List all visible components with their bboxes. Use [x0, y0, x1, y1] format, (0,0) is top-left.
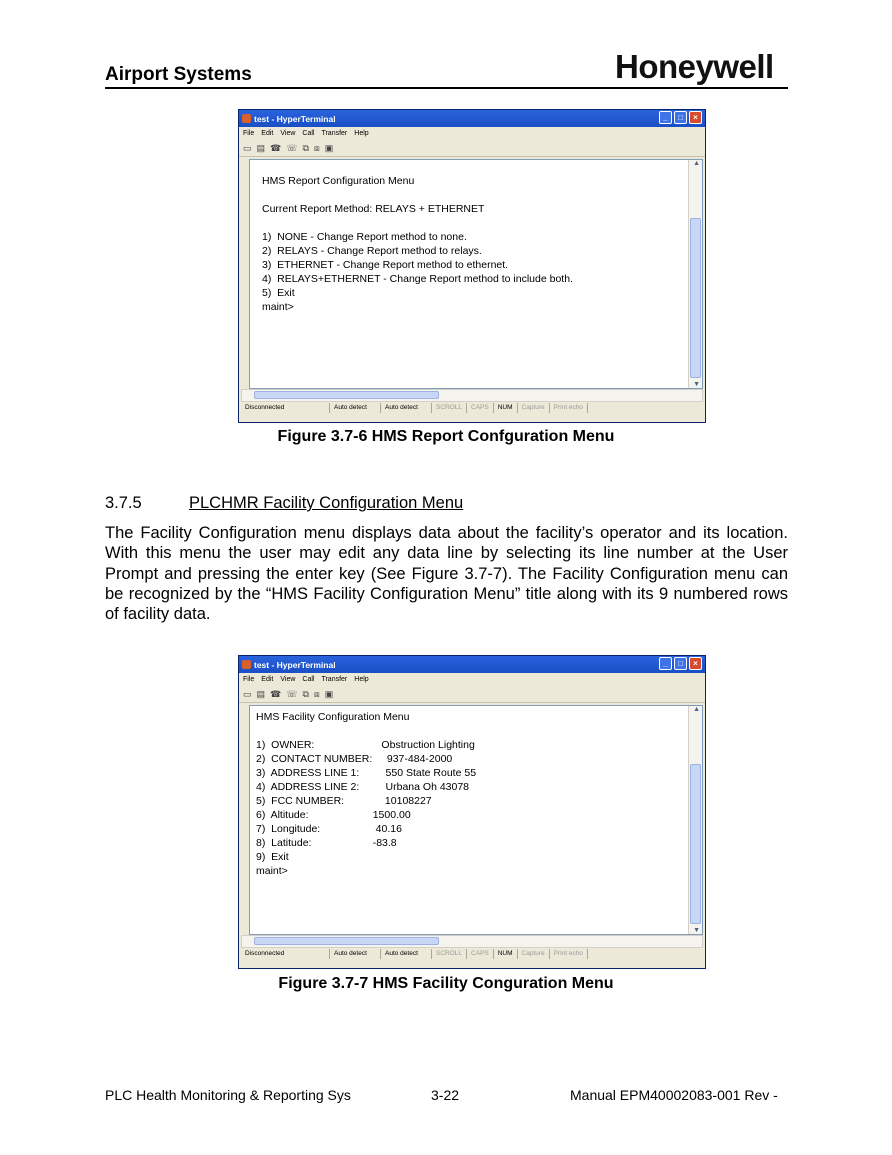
- receive-icon[interactable]: ⧈: [313, 142, 320, 153]
- status-num: NUM: [494, 403, 518, 413]
- horizontal-scrollbar[interactable]: [241, 389, 703, 402]
- footer-left: PLC Health Monitoring & Reporting Sys: [105, 1087, 351, 1103]
- status-print-echo: Print echo: [550, 403, 588, 413]
- menu-call[interactable]: Call: [302, 130, 315, 137]
- toolbar: [239, 686, 705, 703]
- vertical-scroll-thumb[interactable]: [690, 764, 701, 924]
- window-title: test - HyperTerminal: [254, 113, 336, 124]
- hyperterminal-window-1: [238, 109, 706, 423]
- vertical-scroll-thumb[interactable]: [690, 218, 701, 378]
- menu-bar: [239, 673, 705, 686]
- menu-file[interactable]: File: [243, 676, 255, 683]
- menu-file[interactable]: File: [243, 130, 255, 137]
- status-connection: Disconnected: [241, 949, 330, 959]
- vertical-scrollbar[interactable]: [688, 160, 702, 388]
- menu-bar: [239, 127, 705, 140]
- window-titlebar[interactable]: [239, 656, 705, 673]
- terminal-text: HMS Report Configuration Menu Current Report Method: RELAYS + ETHERNET 1) NONE - Change Report method to none. 2) RELAYS - Change Report method to relays. 3) ETHERNET - Change Report method to ethernet. 4) RELAYS+ETHERNET - Change Report method to include both. 5) Exit maint>: [262, 175, 573, 313]
- status-auto-detect-2: Auto detect: [381, 949, 432, 959]
- menu-view[interactable]: View: [280, 676, 296, 683]
- status-num: NUM: [494, 949, 518, 959]
- footer-page-number: 3-22: [431, 1087, 460, 1103]
- disconnect-icon[interactable]: ☏: [286, 142, 298, 153]
- minimize-button[interactable]: _: [659, 657, 672, 670]
- menu-view[interactable]: View: [280, 130, 296, 137]
- menu-transfer[interactable]: Transfer: [321, 676, 348, 683]
- new-file-icon[interactable]: ▭: [243, 142, 252, 153]
- send-icon[interactable]: ⧉: [302, 688, 309, 699]
- maximize-button[interactable]: □: [674, 111, 687, 124]
- phone-icon[interactable]: ☎: [270, 688, 282, 699]
- menu-transfer[interactable]: Transfer: [321, 130, 348, 137]
- menu-edit[interactable]: Edit: [261, 676, 274, 683]
- maximize-button[interactable]: □: [674, 657, 687, 670]
- horizontal-scroll-thumb[interactable]: [254, 937, 439, 945]
- new-file-icon[interactable]: ▭: [243, 688, 252, 699]
- window-titlebar[interactable]: [239, 110, 705, 127]
- figure-caption-1: Figure 3.7-6 HMS Report Confguration Menu: [277, 428, 615, 445]
- honeywell-logo: Honeywell: [615, 48, 774, 85]
- status-capture: Capture: [518, 403, 550, 413]
- menu-edit[interactable]: Edit: [261, 130, 274, 137]
- status-capture: Capture: [518, 949, 550, 959]
- footer-right: Manual EPM40002083-001 Rev -: [570, 1087, 778, 1103]
- status-auto-detect-2: Auto detect: [381, 403, 432, 413]
- status-bar: [239, 402, 705, 414]
- status-caps: CAPS: [467, 949, 494, 959]
- terminal-area[interactable]: [249, 705, 703, 935]
- scroll-down-icon[interactable]: ▼: [693, 381, 700, 388]
- menu-call[interactable]: Call: [302, 676, 315, 683]
- figure-caption-2: Figure 3.7-7 HMS Facility Conguration Menu: [278, 975, 614, 992]
- status-scroll: SCROLL: [432, 949, 467, 959]
- receive-icon[interactable]: ⧈: [313, 688, 320, 699]
- menu-help[interactable]: Help: [354, 130, 369, 137]
- close-button[interactable]: ×: [689, 111, 702, 124]
- close-button[interactable]: ×: [689, 657, 702, 670]
- section-heading: [105, 494, 463, 513]
- open-folder-icon[interactable]: ▤: [256, 142, 266, 153]
- status-bar: [239, 948, 705, 960]
- phone-icon[interactable]: ☎: [270, 142, 282, 153]
- scroll-up-icon[interactable]: ▲: [693, 160, 700, 167]
- status-connection: Disconnected: [241, 403, 330, 413]
- scroll-down-icon[interactable]: ▼: [693, 927, 700, 934]
- hyperterminal-icon: [242, 114, 251, 123]
- send-icon[interactable]: ⧉: [302, 142, 309, 153]
- status-auto-detect: Auto detect: [330, 949, 381, 959]
- section-paragraph: The Facility Configuration menu displays data about the facility’s operator and its location. With this menu the user may edit any data line by selecting its line number at the User Prompt and pressing the enter key (See Figure 3.7-7). The Facility Configuration menu can be recognized by the “HMS Facility Configuration Menu” title along with its 9 numbered rows of facility data.: [105, 524, 788, 624]
- menu-help[interactable]: Help: [354, 676, 369, 683]
- status-caps: CAPS: [467, 403, 494, 413]
- section-title: PLCHMR Facility Configuration Menu: [189, 494, 464, 512]
- status-auto-detect: Auto detect: [330, 403, 381, 413]
- terminal-area[interactable]: [249, 159, 703, 389]
- disconnect-icon[interactable]: ☏: [286, 688, 298, 699]
- vertical-scrollbar[interactable]: [688, 706, 702, 934]
- terminal-text: HMS Facility Configuration Menu 1) OWNER: Obstruction Lighting 2) CONTACT NUMBER: 937-484-2000 3) ADDRESS LINE 1: 550 State Route 55 4) ADDRESS LINE 2: Urbana Oh 43078 5) FCC NUMBER: 10108227 6) Altitude: 1500.00 7) Longitude: 40.16 8) Latitude: -83.8 9) Exit maint>: [256, 711, 477, 877]
- toolbar: [239, 140, 705, 157]
- horizontal-scroll-thumb[interactable]: [254, 391, 439, 399]
- scroll-up-icon[interactable]: ▲: [693, 706, 700, 713]
- header-rule: [105, 87, 788, 89]
- properties-icon[interactable]: ▣: [324, 142, 334, 153]
- open-folder-icon[interactable]: ▤: [256, 688, 266, 699]
- section-number: 3.7.5: [105, 494, 142, 512]
- minimize-button[interactable]: _: [659, 111, 672, 124]
- window-title: test - HyperTerminal: [254, 659, 336, 670]
- status-print-echo: Print echo: [550, 949, 588, 959]
- properties-icon[interactable]: ▣: [324, 688, 334, 699]
- page-header-title: Airport Systems: [105, 64, 252, 85]
- hyperterminal-window-2: [238, 655, 706, 969]
- status-scroll: SCROLL: [432, 403, 467, 413]
- hyperterminal-icon: [242, 660, 251, 669]
- horizontal-scrollbar[interactable]: [241, 935, 703, 948]
